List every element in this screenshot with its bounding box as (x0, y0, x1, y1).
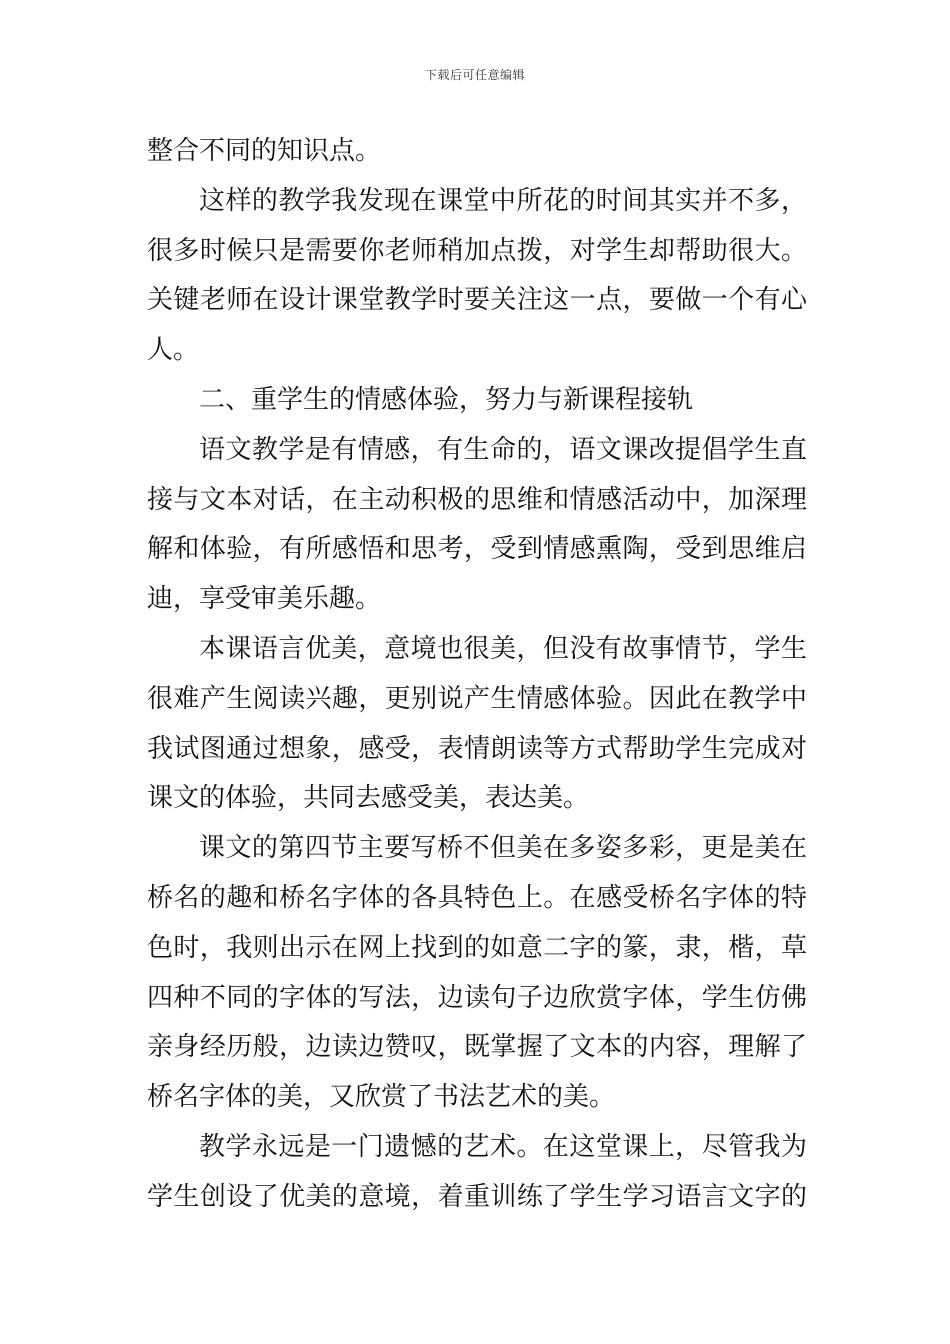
header-note: 下载后可任意编辑 (424, 68, 525, 82)
text-line: 课文的第四节主要写桥不但美在多姿多彩，更是美在 (199, 833, 807, 864)
text-line: 课文的体验，共同去感受美，表达美。 (147, 783, 590, 814)
text-line: 关键老师在设计课堂教学时要关注这一点，要做一个有心 (147, 285, 807, 316)
text-line: 二、重学生的情感体验，努力与新课程接轨 (199, 384, 694, 415)
text-line: 接与文本对话，在主动积极的思维和情感活动中，加深理 (147, 484, 807, 515)
text-line: 学生创设了优美的意境，着重训练了学生学习语言文字的 (147, 1181, 807, 1212)
text-line: 迪，享受审美乐趣。 (147, 584, 382, 615)
text-line: 整合不同的知识点。 (147, 136, 382, 166)
text-line: 亲身经历般，边读边赞叹，既掌握了文本的内容，理解了 (147, 1032, 807, 1063)
text-line: 人。 (147, 335, 200, 366)
text-line: 语文教学是有情感，有生命的，语文课改提倡学生直 (199, 434, 807, 465)
text-line: 很难产生阅读兴趣，更别说产生情感体验。因此在教学中 (147, 683, 807, 714)
text-line: 桥名的趣和桥名字体的各具特色上。在感受桥名字体的特 (147, 882, 807, 913)
text-line: 本课语言优美，意境也很美，但没有故事情节，学生 (199, 633, 807, 664)
text-line: 四种不同的字体的写法，边读句子边欣赏字体，学生仿佛 (147, 982, 807, 1013)
text-line: 这样的教学我发现在课堂中所花的时间其实并不多， (199, 185, 807, 216)
body-text (147, 127, 807, 1223)
text-line: 教学永远是一门遗憾的艺术。在这堂课上，尽管我为 (199, 1131, 807, 1162)
text-line: 很多时候只是需要你老师稍加点拨，对学生却帮助很大。 (147, 235, 807, 266)
text-line: 我试图通过想象，感受，表情朗读等方式帮助学生完成对 (147, 733, 807, 764)
text-line: 解和体验，有所感悟和思考，受到情感熏陶，受到思维启 (147, 534, 807, 565)
text-line: 色时，我则出示在网上找到的如意二字的篆，隶，楷，草 (147, 932, 807, 963)
text-line: 桥名字体的美，又欣赏了书法艺术的美。 (147, 1082, 616, 1113)
